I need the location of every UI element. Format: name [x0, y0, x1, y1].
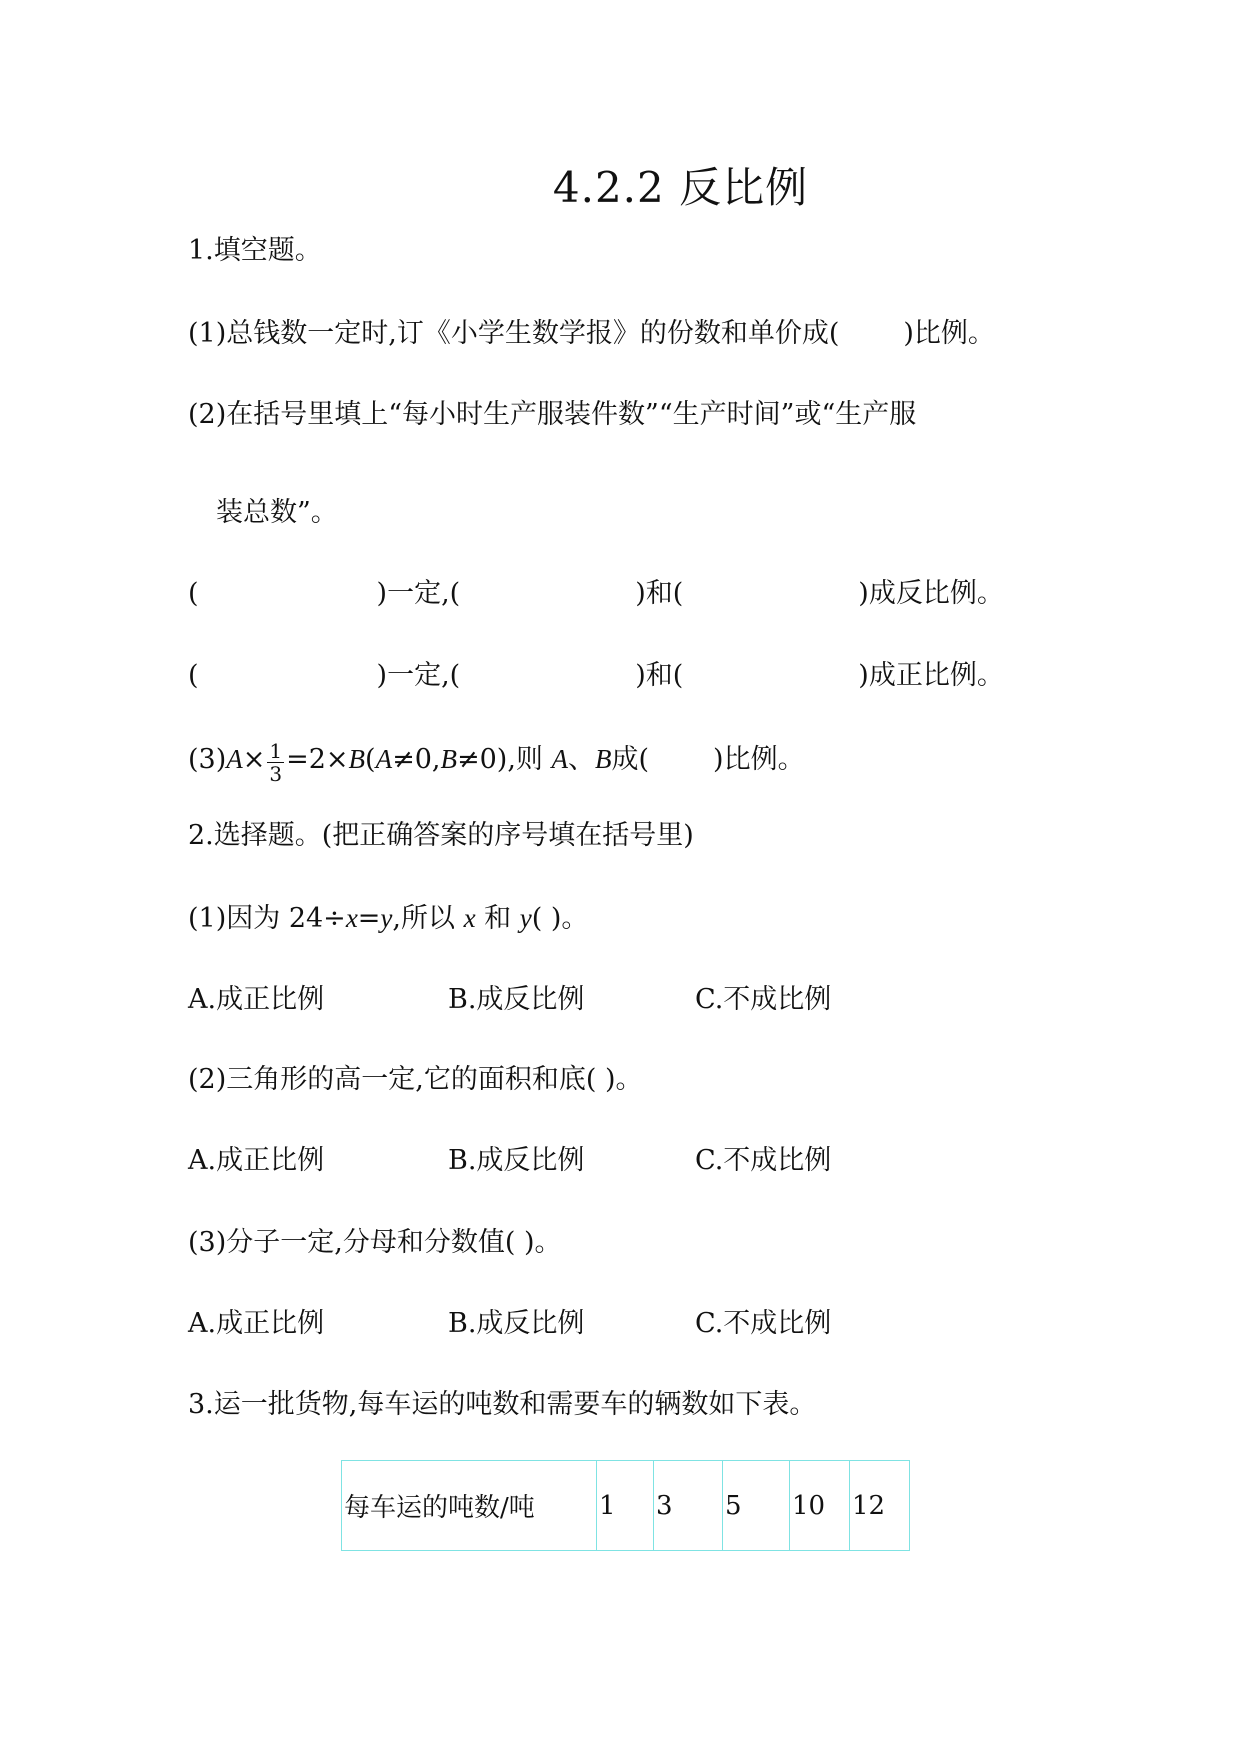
table-cell: 3	[654, 1461, 723, 1551]
q1-blank-row-direct	[188, 658, 1004, 694]
var-b: B	[348, 744, 366, 774]
q1-part2-line1: (2)在括号里填上“每小时生产服装件数”“生产时间”或“生产服	[188, 399, 917, 430]
q1-part1	[188, 316, 995, 352]
row-text: )和(	[635, 578, 684, 609]
option-c[interactable]: C.不成比例	[695, 1308, 832, 1339]
q1-part3	[188, 738, 805, 786]
table-header-cell: 每车运的吨数/吨	[342, 1461, 597, 1551]
var-b: B	[595, 744, 612, 774]
equation-mid: =2×	[286, 744, 349, 775]
option-c[interactable]: C.不成比例	[695, 1145, 832, 1176]
option-c[interactable]: C.不成比例	[695, 984, 832, 1015]
row-text: )和(	[635, 660, 684, 691]
condition-text: ≠0),则	[456, 744, 543, 775]
fraction-numerator: 1	[269, 739, 283, 763]
q1-part1-text: (1)总钱数一定时,订《小学生数学报》的份数和单价成(	[188, 318, 840, 349]
var-y: y	[380, 903, 393, 933]
q1-part1-tail: )比例。	[903, 318, 995, 349]
row-text: )成反比例。	[858, 578, 1004, 609]
fraction-one-third	[267, 740, 284, 785]
q3-heading: 3.运一批货物,每车运的吨数和需要车的辆数如下表。	[188, 1389, 817, 1420]
q2-heading: 2.选择题。(把正确答案的序号填在括号里)	[188, 820, 694, 851]
page-title: 4.2.2 反比例	[552, 163, 809, 212]
q1-part3-prefix: (3)	[188, 744, 227, 775]
equals-sign: =	[357, 903, 381, 934]
times-sign: ×	[242, 744, 266, 775]
q1-heading: 1.填空题。	[188, 235, 322, 266]
option-a[interactable]: A.成正比例	[188, 984, 325, 1015]
row-text: )一定,(	[376, 578, 461, 609]
table-cell: 1	[597, 1461, 654, 1551]
var-x: x	[345, 903, 358, 933]
tonnage-table	[341, 1460, 910, 1551]
q1-part3-tail: )比例。	[713, 744, 805, 775]
option-b[interactable]: B.成反比例	[448, 1145, 585, 1176]
table-cell: 12	[850, 1461, 910, 1551]
var-a: A	[551, 744, 568, 774]
row-text: )成正比例。	[858, 660, 1004, 691]
condition-text: ≠0,	[392, 744, 441, 775]
row-text: )一定,(	[376, 660, 461, 691]
q1-blank-row-inverse	[188, 576, 1004, 612]
fraction-denominator: 3	[269, 762, 283, 786]
separator: 、	[568, 744, 595, 775]
var-x: x	[463, 903, 476, 933]
bracket-open: (	[188, 578, 199, 609]
q2-sub1-text: ,所以	[392, 903, 455, 934]
q1-part3-tail: 成(	[611, 744, 650, 775]
option-a[interactable]: A.成正比例	[188, 1308, 325, 1339]
q2-sub1-tail: ( )。	[531, 903, 589, 934]
var-b: B	[440, 744, 457, 774]
bracket-open: (	[188, 660, 199, 691]
var-y: y	[519, 903, 532, 933]
option-b[interactable]: B.成反比例	[448, 984, 585, 1015]
q1-part2-line2: 装总数”。	[216, 497, 338, 528]
condition-open: (	[365, 744, 376, 775]
table-cell: 10	[790, 1461, 850, 1551]
var-a: A	[226, 744, 243, 774]
table-row	[342, 1461, 910, 1551]
q2-sub1	[188, 900, 588, 937]
q2-sub1-text: 和	[484, 903, 512, 934]
q2-sub1-text: (1)因为 24÷	[188, 903, 346, 934]
var-a: A	[375, 744, 393, 774]
table-cell: 5	[723, 1461, 790, 1551]
option-b[interactable]: B.成反比例	[448, 1308, 585, 1339]
q2-sub3: (3)分子一定,分母和分数值( )。	[188, 1227, 562, 1258]
q2-sub2: (2)三角形的高一定,它的面积和底( )。	[188, 1064, 643, 1095]
option-a[interactable]: A.成正比例	[188, 1145, 325, 1176]
